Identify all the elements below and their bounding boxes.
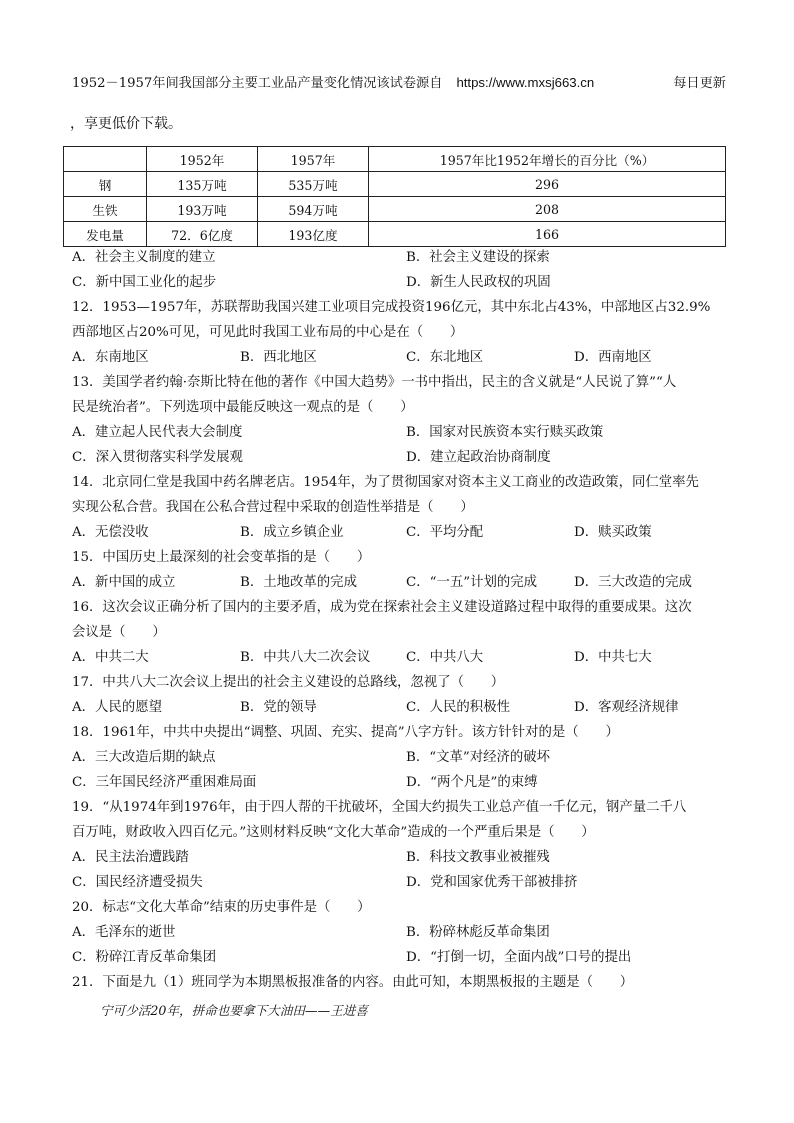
q19-option-b[interactable]: B．科技文教事业被摧残: [406, 850, 550, 865]
q11-option-a[interactable]: A．社会主义制度的建立: [72, 250, 216, 265]
q19-option-c[interactable]: C．国民经济遭受损失: [72, 875, 203, 890]
q12-stem-line1: 12．1953—1957年，苏联帮助我国兴建工业项目完成投资196亿元，其中东北占43%，中部地区占32.9%: [72, 300, 711, 315]
page-header: [72, 72, 726, 91]
q14-option-a[interactable]: A．无偿没收: [72, 525, 149, 540]
q14-option-d[interactable]: D．赎买政策: [574, 525, 652, 540]
q15-option-a[interactable]: A．新中国的成立: [72, 575, 176, 590]
q20-option-c[interactable]: C．粉碎江青反革命集团: [72, 950, 217, 965]
q15-stem-line1: 15．中国历史上最深刻的社会变革指的是（ ）: [72, 550, 371, 565]
q21-stem-line1: 21．下面是九（1）班同学为本期黑板报准备的内容。由此可知，本期黑板报的主题是（ ）: [72, 975, 634, 990]
q17-option-b[interactable]: B．党的领导: [240, 700, 317, 715]
q16-option-b[interactable]: B．中共八大二次会议: [240, 650, 371, 665]
table-header-cell: 1952年: [147, 147, 258, 172]
q18-option-b[interactable]: B．“文革”对经济的破坏: [406, 750, 551, 765]
q14-option-c[interactable]: C．平均分配: [406, 525, 484, 540]
table-row: [64, 222, 726, 247]
production-table: [63, 146, 726, 247]
q18-option-a[interactable]: A．三大改造后期的缺点: [72, 750, 216, 765]
header-daily: 每日更新: [673, 76, 726, 91]
q15-option-c[interactable]: C．“一五”计划的完成: [406, 575, 538, 590]
q12-option-c[interactable]: C．东北地区: [406, 350, 484, 365]
q13-option-c[interactable]: C．深入贯彻落实科学发展观: [72, 450, 243, 465]
q16-option-c[interactable]: C．中共八大: [406, 650, 484, 665]
q15-option-d[interactable]: D．三大改造的完成: [574, 575, 692, 590]
q17-option-c[interactable]: C．人民的积极性: [406, 700, 510, 715]
q14-stem-line1: 14．北京同仁堂是我国中药名牌老店。1954年，为了贯彻国家对资本主义工商业的改造政策，同仁堂率先: [72, 475, 699, 490]
q12-stem-line2: 西部地区占20%可见，可见此时我国工业布局的中心是在（ ）: [72, 325, 464, 340]
q17-option-d[interactable]: D．客观经济规律: [574, 700, 679, 715]
q14-stem-line2: 实现公私合营。我国在公私合营过程中采取的创造性举措是（ ）: [72, 500, 474, 515]
q17-stem-line1: 17．中共八大二次会议上提出的社会主义建设的总路线，忽视了（ ）: [72, 675, 505, 690]
table-header-cell: [64, 147, 147, 172]
table-cell: 生铁: [64, 197, 147, 222]
q18-stem-line1: 18．1961年，中共中央提出“调整、巩固、充实、提高”八字方针。该方针针对的是（ ）: [72, 725, 619, 740]
q19-stem-line1: 19．“从1974年到1976年，由于四人帮的干扰破坏，全国大约损失工业总产值一千亿元，钢产量二千八: [72, 800, 687, 815]
q12-option-a[interactable]: A．东南地区: [72, 350, 149, 365]
q13-option-b[interactable]: B．国家对民族资本实行赎买政策: [406, 425, 604, 440]
q19-stem-line2: 百万吨，财政收入四百亿元。”这则材料反映“文化大革命”造成的一个严重后果是（ ）: [72, 825, 595, 840]
q20-option-d[interactable]: D．“打倒一切，全面内战”口号的提出: [406, 950, 632, 965]
q13-option-a[interactable]: A．建立起人民代表大会制度: [72, 425, 243, 440]
table-cell: 594万吨: [258, 197, 369, 222]
table-cell: 166: [369, 222, 726, 247]
table-cell: 发电量: [64, 222, 147, 247]
header-url[interactable]: https://www.mxsj663.cn: [456, 75, 595, 90]
q16-stem-line2: 会议是（ ）: [72, 625, 166, 640]
q13-stem-line1: 13．美国学者约翰·奈斯比特在他的著作《中国大趋势》一书中指出，民主的含义就是“人民说了算”“人: [72, 375, 677, 390]
table-cell: 193万吨: [147, 197, 258, 222]
table-row: [64, 197, 726, 222]
q16-option-a[interactable]: A．中共二大: [72, 650, 149, 665]
q12-option-b[interactable]: B．西北地区: [240, 350, 317, 365]
q13-stem-line2: 民是统治者”。下列选项中最能反映这一观点的是（ ）: [72, 400, 414, 415]
q13-option-d[interactable]: D．建立起政治协商制度: [406, 450, 551, 465]
q16-option-d[interactable]: D．中共七大: [574, 650, 652, 665]
q17-option-a[interactable]: A．人民的愿望: [72, 700, 163, 715]
header-subline: ，享更低价下载。: [70, 116, 182, 132]
table-cell: 208: [369, 197, 726, 222]
q21-quote-caption: 宁可少活20年，拼命也要拿下大油田——王进喜: [100, 1003, 368, 1018]
table-header-cell: 1957年: [258, 147, 369, 172]
q12-option-d[interactable]: D．西南地区: [574, 350, 652, 365]
q20-option-a[interactable]: A．毛泽东的逝世: [72, 925, 176, 940]
q15-option-b[interactable]: B．土地改革的完成: [240, 575, 357, 590]
header-source: 该试卷源自: [376, 76, 443, 91]
table-header-cell: 1957年比1952年增长的百分比（%）: [369, 147, 726, 172]
table-cell: 296: [369, 172, 726, 197]
q19-option-d[interactable]: D．党和国家优秀干部被排挤: [406, 875, 578, 890]
table-cell: 135万吨: [147, 172, 258, 197]
q20-stem-line1: 20．标志“文化大革命”结束的历史事件是（ ）: [72, 900, 371, 915]
q11-option-c[interactable]: C．新中国工业化的起步: [72, 275, 217, 290]
table-cell: 535万吨: [258, 172, 369, 197]
q16-stem-line1: 16．这次会议正确分析了国内的主要矛盾，成为党在探索社会主义建设道路过程中取得的重要成果。这次: [72, 600, 692, 615]
q11-option-b[interactable]: B．社会主义建设的探索: [406, 250, 550, 265]
q11-option-d[interactable]: D．新生人民政权的巩固: [406, 275, 551, 290]
q14-option-b[interactable]: B．成立乡镇企业: [240, 525, 344, 540]
q19-option-a[interactable]: A．民主法治遭践踏: [72, 850, 189, 865]
q18-option-d[interactable]: D．“两个凡是”的束缚: [406, 775, 538, 790]
header-title: 1952－1957年间我国部分主要工业品产量变化情况: [72, 76, 377, 91]
table-cell: 193亿度: [258, 222, 369, 247]
table-header-row: [64, 147, 726, 172]
table-row: [64, 172, 726, 197]
table-cell: 钢: [64, 172, 147, 197]
table-cell: 72．6亿度: [147, 222, 258, 247]
q20-option-b[interactable]: B．粉碎林彪反革命集团: [406, 925, 550, 940]
q18-option-c[interactable]: C．三年国民经济严重困难局面: [72, 775, 257, 790]
